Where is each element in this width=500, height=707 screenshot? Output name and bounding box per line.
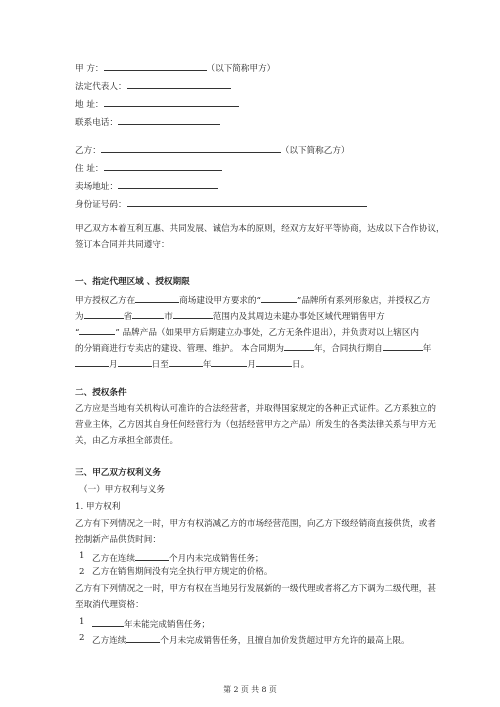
party-a-rep-label: 法定代表人： <box>75 82 127 92</box>
text-run: “ <box>75 328 80 338</box>
text-run: 年 <box>422 344 432 354</box>
blank-field <box>383 341 423 351</box>
party-a-rep-line <box>75 79 231 93</box>
list-item-number: 1 <box>79 551 85 561</box>
blank-field <box>92 617 124 627</box>
blank-field <box>127 197 367 207</box>
blank-field <box>261 293 297 303</box>
blank-field <box>127 79 231 89</box>
paragraph-line: 乙方有下列情况之一时，甲方有权在当地另行发展新的一级代理或者将乙方下调为二级代理，甚 <box>75 584 436 594</box>
preamble-line: 签订本合同并共同遵守： <box>75 240 170 250</box>
blank-field <box>169 357 203 367</box>
blank-field <box>135 551 169 561</box>
preamble-line: 甲乙双方本着互利互惠、共同发展、诚信为本的原则，经双方友好平等协商，达成以下合作协议， <box>75 224 445 234</box>
party-b-addr-label: 住 址： <box>75 164 104 174</box>
text-run: 个月未完成销售任务，且擅自加价发货超过甲方允许的最高上限。 <box>160 636 410 646</box>
text-run: 月 <box>109 360 118 370</box>
paragraph-line: 关，由乙方承担全部责任。 <box>75 436 179 446</box>
text-run: ”品牌所有系列形象店，并授权乙方 <box>296 296 431 306</box>
blank-field <box>132 309 164 319</box>
party-a-addr-line <box>75 97 239 111</box>
blank-field <box>211 357 247 367</box>
item-heading: 1. 甲方权利 <box>75 502 121 512</box>
list-item-number: 2 <box>79 633 85 643</box>
blank-field <box>75 357 109 367</box>
party-b-line <box>75 143 350 157</box>
paragraph-line: 乙方应是当地有关机构认可准许的合法经营者，并取得国家规定的各种正式证件。乙方系独立的 <box>75 404 436 414</box>
text-run: 市 <box>164 312 173 322</box>
paragraph-line <box>75 325 419 339</box>
subsection-heading: （一）甲方权利与义务 <box>79 485 165 495</box>
paragraph-line: 营业主体，乙方因其自身任何经营行为（包括经营甲方之产品）所发生的各类法律关系与甲方无 <box>75 420 436 430</box>
text-run: 范围内及其周边未建办事处区域代理销售甲方 <box>212 312 385 322</box>
text-run: 乙方连续 <box>92 636 127 646</box>
party-a-line <box>75 61 275 75</box>
party-a-phone-label: 联系电话： <box>75 118 118 128</box>
blank-field <box>118 115 220 125</box>
page-number: 第 2 页 共 8 页 <box>223 685 277 694</box>
text-run: 的分销商进行专卖店的建设、管理、维护。 本合同期为 <box>75 344 284 354</box>
party-a-label: 甲 方： <box>75 64 104 74</box>
blank-field <box>104 161 222 171</box>
party-b-label: 乙方： <box>75 146 101 156</box>
text-run: 省 <box>123 312 133 322</box>
party-b-shop-label: 卖场地址： <box>75 182 118 192</box>
list-item-number: 1 <box>79 617 85 627</box>
party-b-id-line <box>75 197 367 211</box>
paragraph-line <box>75 293 430 307</box>
party-b-addr-line <box>75 161 222 175</box>
paragraph-line <box>75 341 431 355</box>
blank-field <box>173 309 213 319</box>
text-run: 甲方授权乙方在 <box>75 296 136 306</box>
paragraph-line: 控制新产品供货时间： <box>75 535 161 545</box>
text-run: 乙方在连续 <box>92 554 135 564</box>
section-heading: 一、指定代理区域 、授权期限 <box>75 277 190 287</box>
text-run: 日至 <box>151 360 169 370</box>
paragraph-line <box>75 309 385 323</box>
paragraph-line <box>75 357 309 371</box>
list-item <box>92 617 210 631</box>
blank-field <box>104 61 207 71</box>
text-run: 年 <box>202 360 212 370</box>
text-run: ” 品牌产品（如果甲方后期建立办事处，乙方无条件退出），并负责对以上辖区内 <box>115 328 420 338</box>
blank-field <box>104 97 239 107</box>
section-heading: 二、授权条件 <box>75 388 127 398</box>
list-item <box>92 551 264 565</box>
list-item: 乙方在销售期间没有完全执行甲方规定的价格。 <box>92 567 273 577</box>
text-run: 日。 <box>292 360 310 370</box>
text-run: 为 <box>75 312 84 322</box>
party-b-note: （以下简称乙方） <box>280 146 350 156</box>
paragraph-line: 乙方有下列情况之一时，甲方有权消减乙方的市场经营范围，向乙方下级经销商直接供货，或者 <box>75 519 436 529</box>
section-heading: 三、甲乙双方权利义务 <box>75 468 161 478</box>
text-run: 年未能完成销售任务； <box>124 620 210 630</box>
blank-field <box>118 179 218 189</box>
text-run: 月 <box>247 360 257 370</box>
paragraph-line: 至取消代理资格： <box>75 600 144 610</box>
blank-field <box>126 633 160 643</box>
party-a-note: （以下简称甲方） <box>206 64 276 74</box>
party-b-shop-line <box>75 179 218 193</box>
party-a-addr-label: 地 址： <box>75 100 104 110</box>
blank-field <box>79 325 115 335</box>
blank-field <box>101 143 281 153</box>
party-a-phone-line <box>75 115 220 129</box>
blank-field <box>118 357 152 367</box>
text-run: 个月内未完成销售任务； <box>168 554 264 564</box>
blank-field <box>135 293 179 303</box>
list-item-number: 2 <box>79 567 85 577</box>
blank-field <box>84 309 124 319</box>
text-run: 年，合同执行期自 <box>313 344 383 354</box>
blank-field <box>256 357 292 367</box>
party-b-id-label: 身份证号码： <box>75 200 127 210</box>
text-run: 商场建设甲方要求的“ <box>179 296 261 306</box>
list-item <box>92 633 410 647</box>
blank-field <box>284 341 314 351</box>
